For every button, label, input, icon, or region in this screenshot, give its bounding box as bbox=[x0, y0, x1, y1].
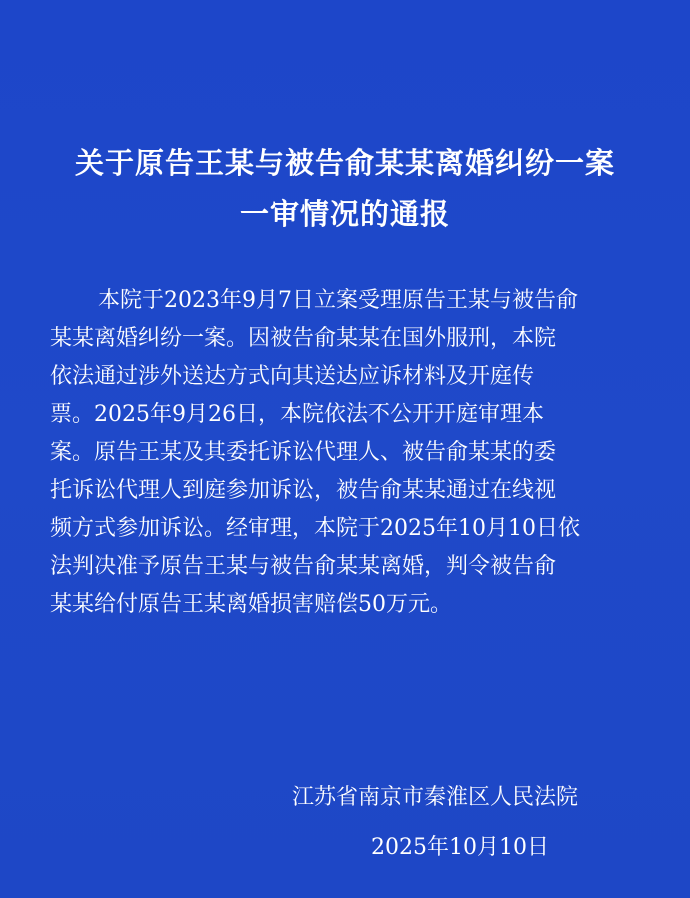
body-line: 托诉讼代理人到庭参加诉讼，被告俞某某通过在线视 bbox=[50, 478, 557, 503]
issue-date: 2025年10月10日 bbox=[371, 835, 549, 860]
body-line: 法判决准予原告王某与被告俞某某离婚，判令被告俞 bbox=[50, 554, 557, 579]
body-line: 案。原告王某及其委托诉讼代理人、被告俞某某的委 bbox=[50, 440, 557, 465]
notice-body bbox=[50, 282, 650, 624]
body-line: 某某离婚纠纷一案。因被告俞某某在国外服刑，本院 bbox=[50, 326, 557, 351]
body-line: 依法通过涉外送达方式向其送达应诉材料及开庭传 bbox=[50, 364, 535, 389]
body-line: 频方式参加诉讼。经审理，本院于2025年10月10日依 bbox=[50, 516, 580, 541]
notice-title-line2: 一审情况的通报 bbox=[239, 197, 450, 231]
body-line: 本院于2023年9月7日立案受理原告王某与被告俞 bbox=[98, 288, 578, 313]
body-line: 票。2025年9月26日，本院依法不公开开庭审理本 bbox=[50, 402, 544, 427]
notice-title-line1: 关于原告王某与被告俞某某离婚纠纷一案 bbox=[74, 146, 615, 180]
body-line: 某某给付原告王某离婚损害赔偿50万元。 bbox=[50, 592, 452, 617]
court-signature: 江苏省南京市秦淮区人民法院 bbox=[292, 785, 579, 810]
